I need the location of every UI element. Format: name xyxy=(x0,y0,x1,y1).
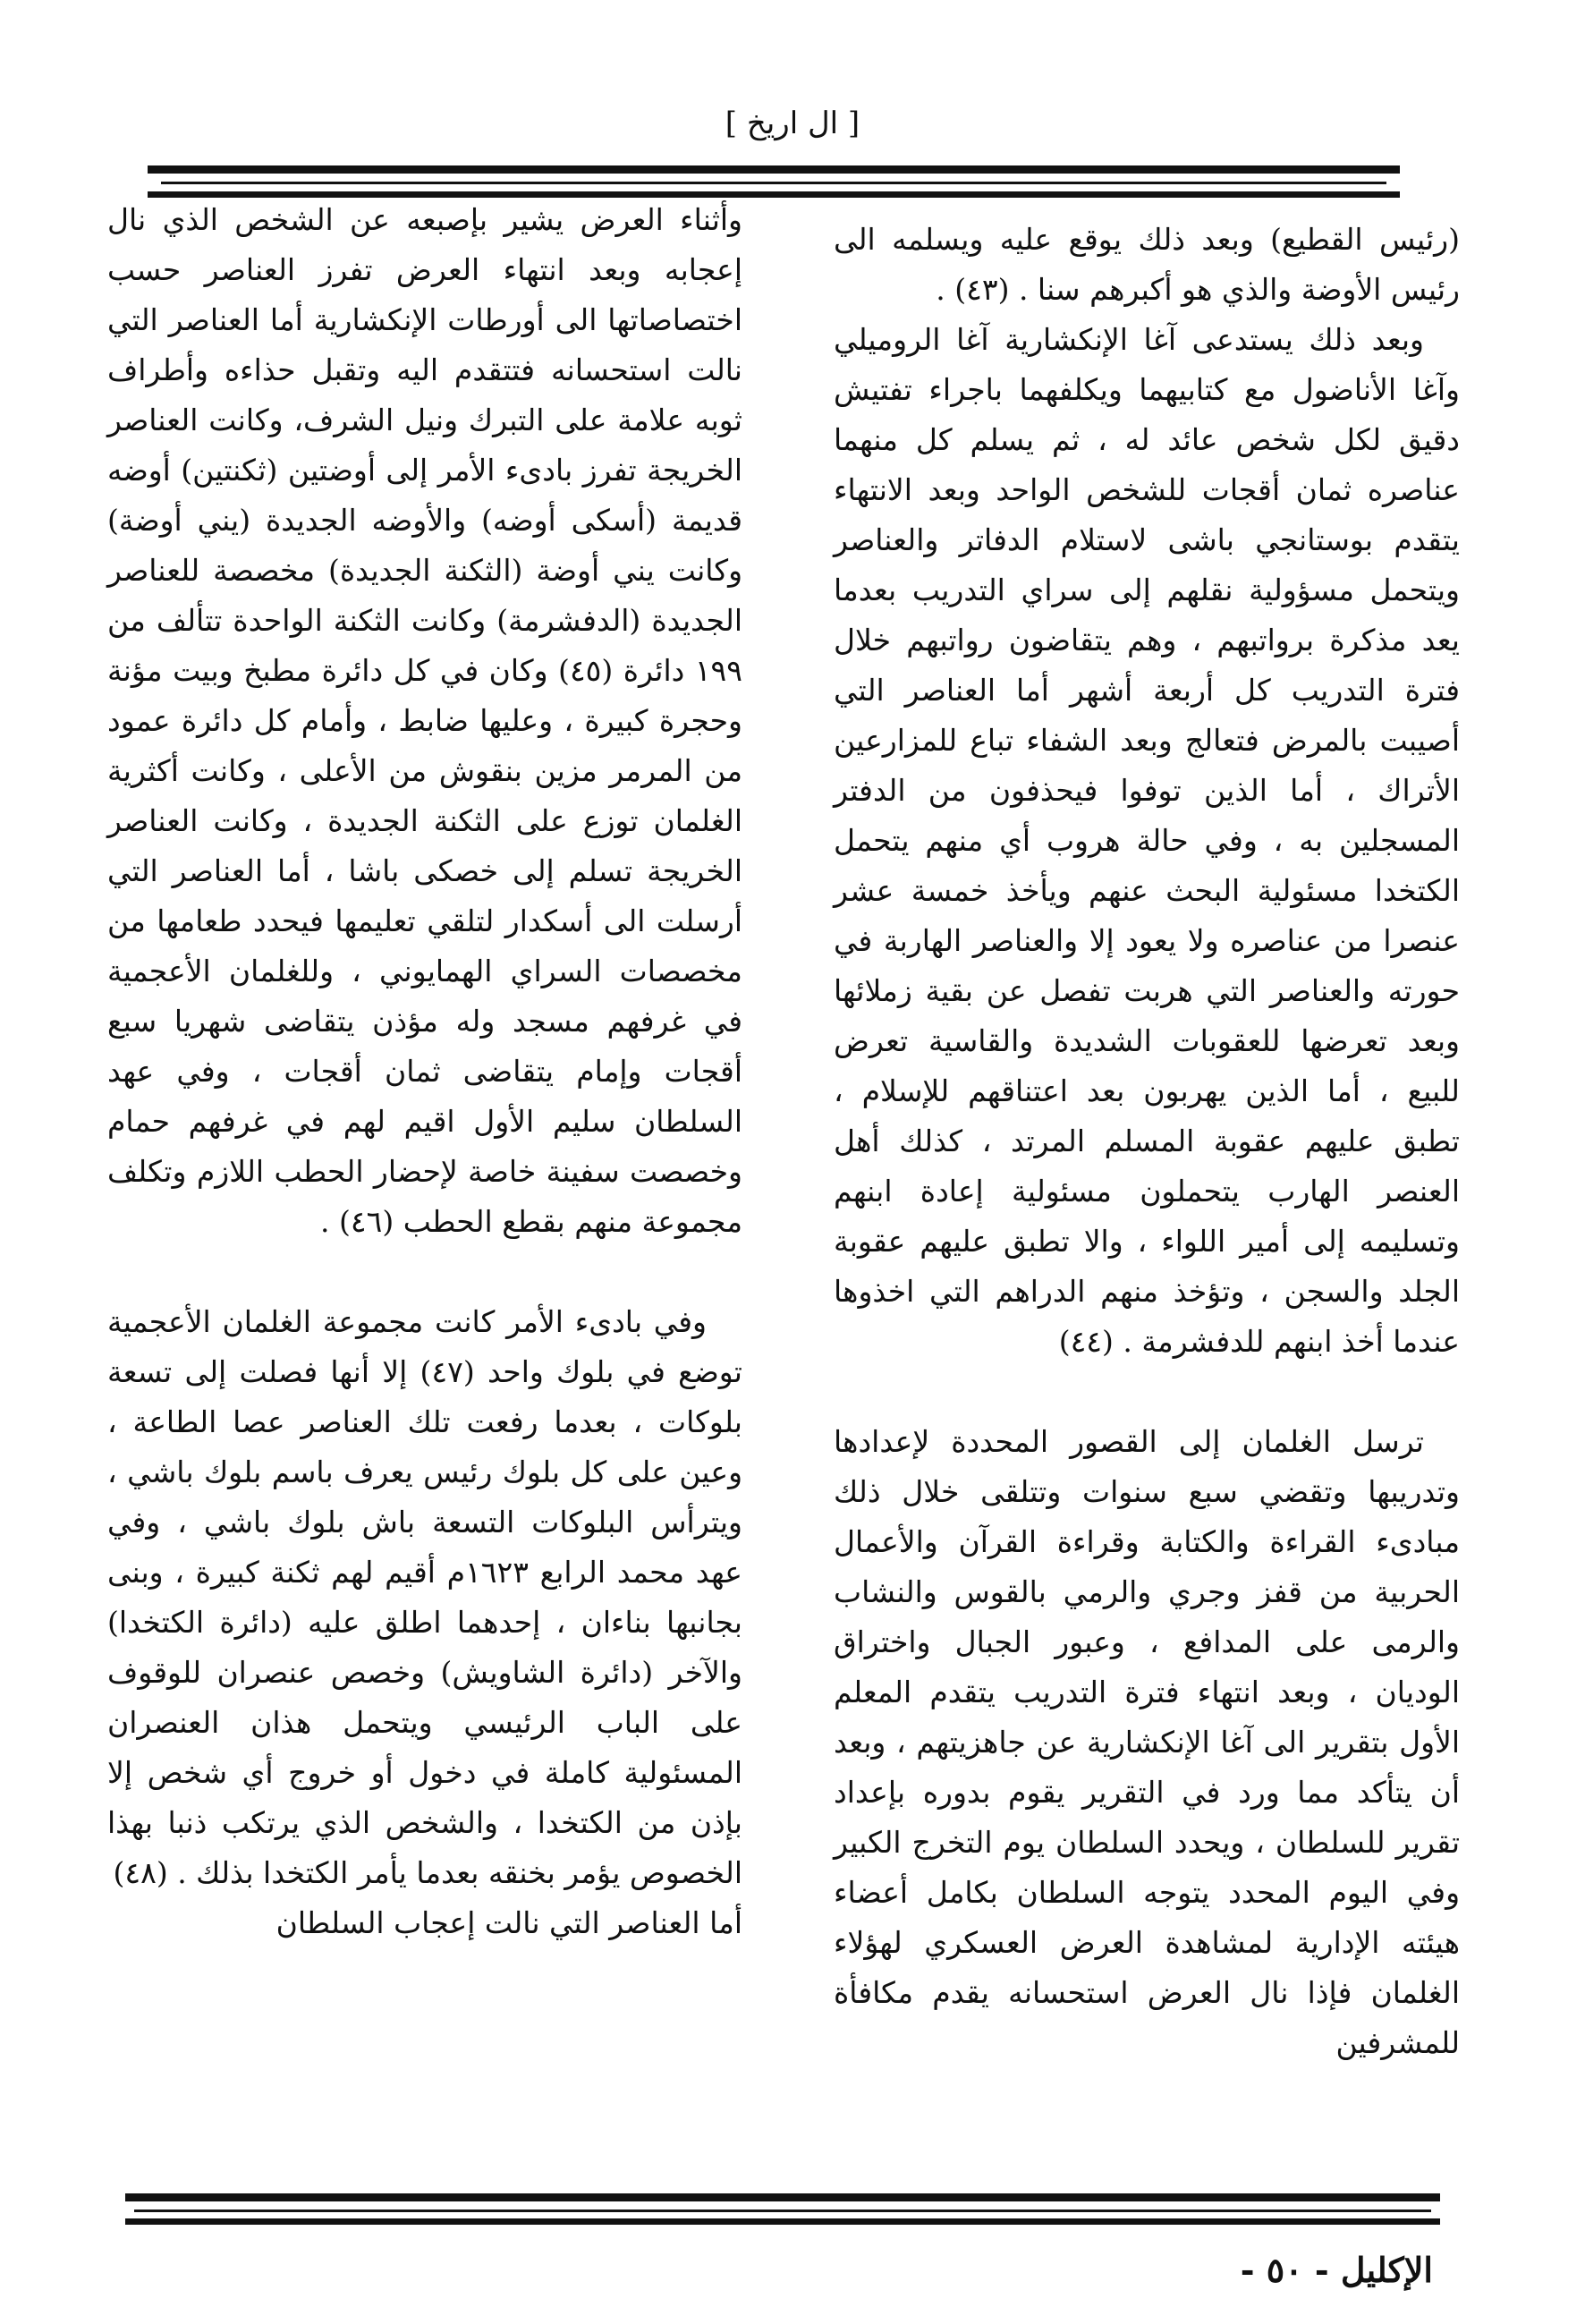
right-paragraph-3: ترسل الغلمان إلى القصور المحددة لإعدادها وتدريبها وتقضي سبع سنوات وتتلقى خلال ذلك مبادىء القراءة والكتابة وقراءة القرآن والأعمال الحربية من قفز وجري والرمي بالقوس والنشاب والرمى على المدافع ، وعبور الجبال واختراق الوديان ، وبعد انتهاء فترة التدريب يتقدم المعلم الأول بتقرير الى آغا الإنكشارية عن جاهزيتهم ، وبعد أن يتأكد مما ورد في التقرير يقوم بدوره بإعداد تقرير للسلطان ، ويحدد السلطان يوم التخرج الكبير وفي اليوم المحدد يتوجه السلطان بكامل أعضاء هيئته الإدارية لمشاهدة العرض العسكري لهؤلاء الغلمان فإذا نال العرض استحسانه يقدم مكافأة للمشرفين xyxy=(834,1424,1460,2060)
right-paragraph-1: (رئيس القطيع) وبعد ذلك يوقع عليه ويسلمه الى رئيس الأوضة والذي هو أكبرهم سنا . (٤٣) . xyxy=(834,222,1460,307)
header-rule-thin xyxy=(161,182,1386,184)
left-paragraph-1: وأثناء العرض يشير بإصبعه عن الشخص الذي نال إعجابه وبعد انتهاء العرض تفرز العناصر حسب اختصاصاتها الى أورطات الإنكشارية أما العناصر التي نالت استحسانه فتتقدم اليه وتقبل حذاءه وأطراف ثوبه علامة على التبرك ونيل الشرف، وكانت العناصر الخريجة تفرز بادىء الأمر إلى أوضتين (ثكنتين) أوضه قديمة (أسكى أوضه) والأوضه الجديدة (يني أوضة) وكانت يني أوضة (الثكنة الجديدة) مخصصة للعناصر الجديدة (الدفشرمة) وكانت الثكنة الواحدة تتألف من ١٩٩ دائرة (٤٥) وكان في كل دائرة مطبخ وبيت مؤنة وحجرة كبيرة ، وعليها ضابط ، وأمام كل دائرة عمود من المرمر مزين بنقوش من الأعلى ، وكانت أكثرية الغلمان توزع على الثكنة الجديدة ، وكانت العناصر الخريجة تسلم إلى خصكى باشا ، أما العناصر التي أرسلت الى أسكدار لتلقي تعليمها فيحدد طعامها من مخصصات السراي الهمايوني ، وللغلمان الأعجمية في غرفهم مسجد وله مؤذن يتقاضى شهريا سبع أقجات وإمام يتقاضى ثمان أقجات ، وفي عهد السلطان سليم الأول اقيم لهم في غرفهم حمام وخصصت سفينة خاصة لإحضار الحطب اللازم وتكلف مجموعة منهم بقطع الحطب (٤٦) . xyxy=(107,202,742,1239)
left-column xyxy=(107,195,742,1948)
right-column xyxy=(834,215,1460,2068)
footer-rule-thin xyxy=(134,2209,1431,2212)
footer-rule-thick xyxy=(125,2193,1440,2201)
right-paragraph-2: وبعد ذلك يستدعى آغا الإنكشارية آغا الروميلي وآغا الأناضول مع كتابيهما ويكلفهما باجراء تفتيش دقيق لكل شخص عائد له ، ثم يسلم كل منهما عناصره ثمان أقجات للشخص الواحد وبعد الانتهاء يتقدم بوستانجي باشى لاستلام الدفاتر والعناصر ويتحمل مسؤولية نقلهم إلى سراي التدريب بعدما يعد مذكرة برواتبهم ، وهم يتقاضون رواتبهم خلال فترة التدريب كل أربعة أشهر أما العناصر التي أصيبت بالمرض فتعالج وبعد الشفاء تباع للمزارعين الأتراك ، أما الذين توفوا فيحذفون من الدفتر المسجلين به ، وفي حالة هروب أي منهم يتحمل الكتخدا مسئولية البحث عنهم ويأخذ خمسة عشر عنصرا من عناصره ولا يعود إلا والعناصر الهاربة في حورته والعناصر التي هربت تفصل عن بقية زملائها وبعد تعرضها للعقوبات الشديدة والقاسية تعرض للبيع ، أما الذين يهربون بعد اعتناقهم للإسلام ، تطبق عليهم عقوبة المسلم المرتد ، كذلك أهل العنصر الهارب يتحملون مسئولية إعادة ابنهم وتسليمه إلى أمير اللواء ، والا تطبق عليهم عقوبة الجلد والسجن ، وتؤخذ منهم الدراهم التي اخذوها عندما أخذ ابنهم للدفشرمة . (٤٤) xyxy=(834,322,1460,1359)
page-header: [ ال اريخ ] xyxy=(725,106,860,141)
left-paragraph-2: وفي بادىء الأمر كانت مجموعة الغلمان الأعجمية توضع في بلوك واحد (٤٧) إلا أنها فصلت إلى تسعة بلوكات ، بعدما رفعت تلك العناصر عصا الطاعة ، وعين على كل بلوك رئيس يعرف باسم بلوك باشي ، ويترأس البلوكات التسعة باش بلوك باشي ، وفي عهد محمد الرابع ١٦٢٣م أقيم لهم ثكنة كبيرة ، وبنى بجانبها بناءان ، إحدهما اطلق عليه (دائرة الكتخدا) والآخر (دائرة الشاويش) وخصص عنصران للوقوف على الباب الرئيسي ويتحمل هذان العنصران المسئولية كاملة في دخول أو خروج أي شخص إلا بإذن من الكتخدا ، والشخص الذي يرتكب ذنبا بهذا الخصوص يؤمر بخنقه بعدما يأمر الكتخدا بذلك . (٤٨) xyxy=(107,1304,742,1890)
left-paragraph-3: أما العناصر التي نالت إعجاب السلطان xyxy=(275,1905,742,1940)
footer-rule-thick-lower xyxy=(125,2218,1440,2225)
header-rule-thick xyxy=(148,165,1400,174)
page-footer: الإكليل - ٥٠ - xyxy=(1240,2250,1433,2290)
